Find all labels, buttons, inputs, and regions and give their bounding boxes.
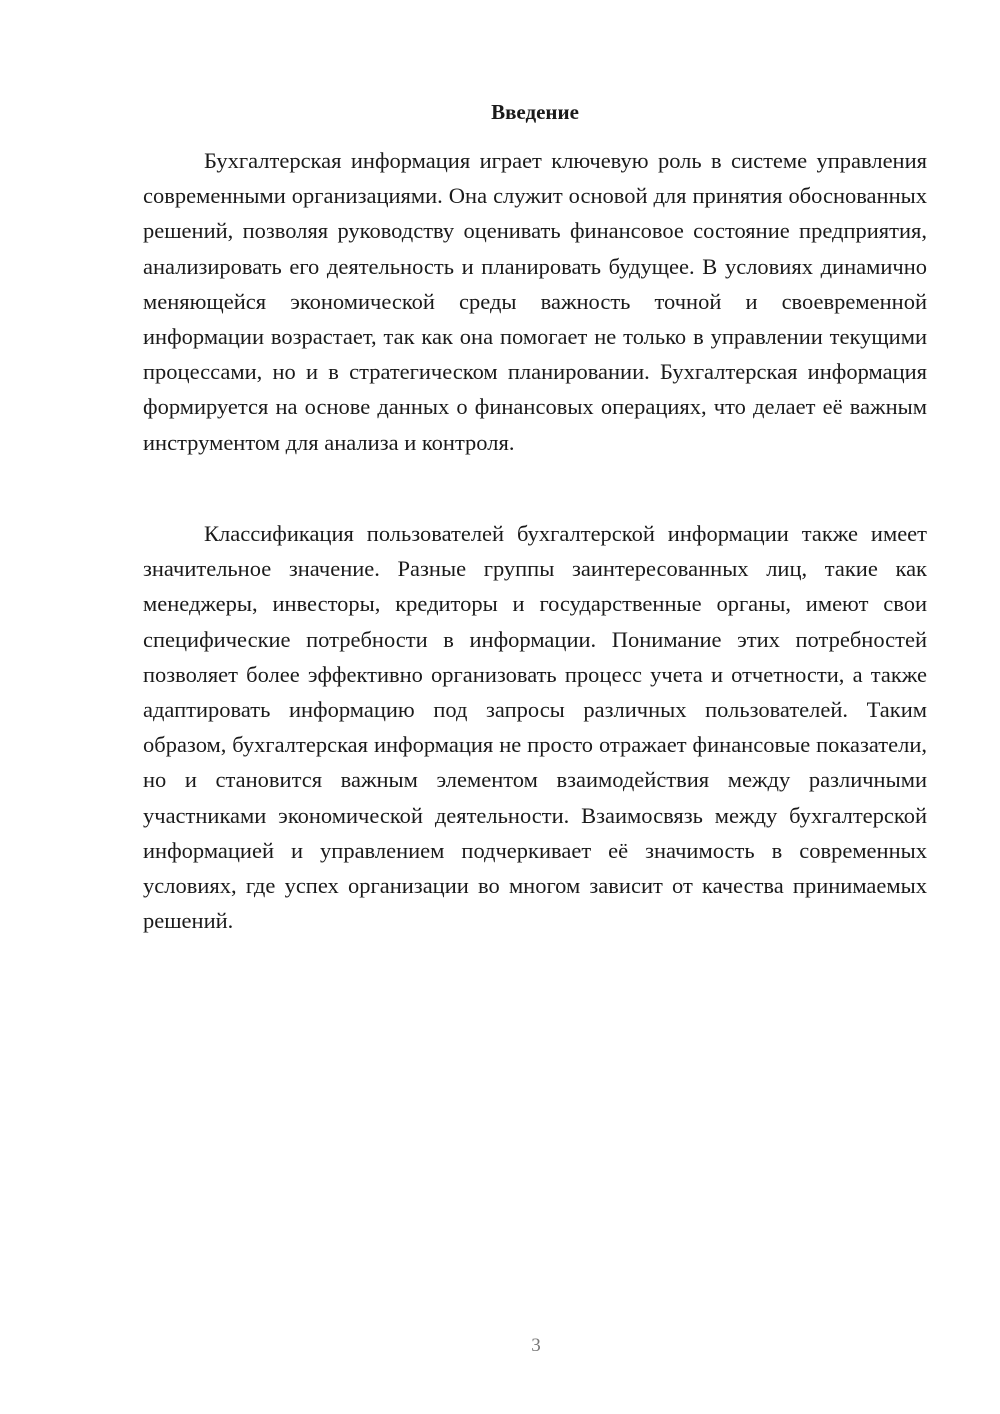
page-number: 3 — [531, 1335, 541, 1356]
paragraph-user-classification: Классификация пользователей бухгалтерской информации также имеет значительное значение. Разные группы заинтересованных лиц, такие как менеджеры, инвесторы, кредиторы и государственные органы, имеют свои специфические потребности в информации. Понимание этих потребностей позволяет более эффективно организовать процесс учета и отчетности, а также адаптировать информацию под запросы различных пользователей. Таким образом, бухгалтерская информация не просто отражает финансовые показатели, но и становится важным элементом взаимодействия между различными участниками экономической деятельности. Взаимосвязь между бухгалтерской информацией и управлением подчеркивает её значимость в современных условиях, где успех организации во многом зависит от качества принимаемых решений. — [143, 521, 927, 934]
paragraph-introduction: Бухгалтерская информация играет ключевую роль в системе управления современными организациями. Она служит основой для принятия обоснованных решений, позволяя руководству оценивать финансовое состояние предприятия, анализировать его деятельность и планировать будущее. В условиях динамично меняющейся экономической среды важность точной и своевременной информации возрастает, так как она помогает не только в управлении текущими процессами, но и в стратегическом планировании. Бухгалтерская информация формируется на основе данных о финансовых операциях, что делает её важным инструментом для анализа и контроля. — [143, 148, 927, 455]
section-title: Введение — [491, 100, 579, 124]
